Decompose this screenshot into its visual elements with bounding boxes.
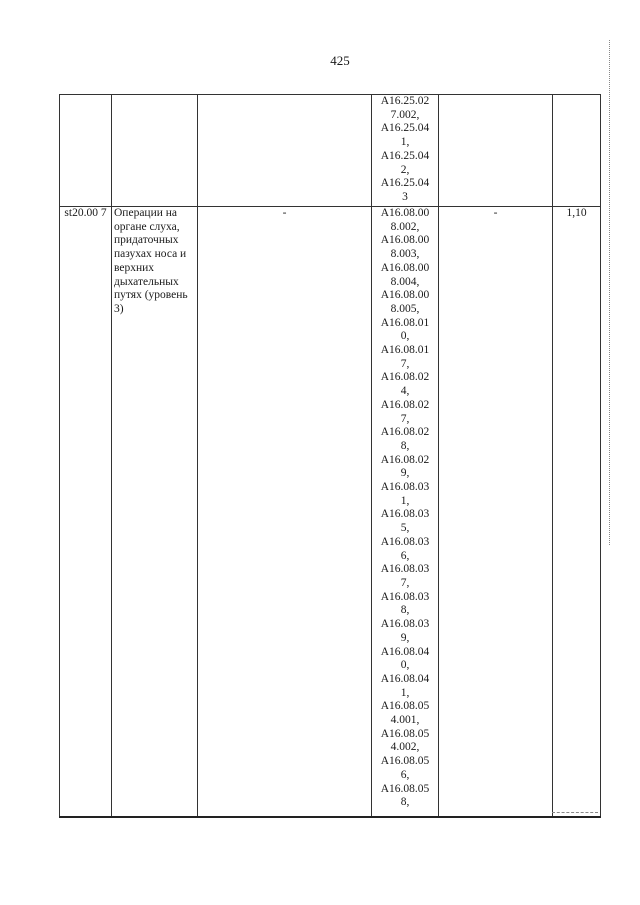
service-code-line: 0, [400,659,410,672]
service-code-line: A16.08.02 [380,426,430,439]
service-code-line: A16.08.02 [380,398,430,411]
service-code-line: A16.08.04 [380,645,430,658]
service-code-line: A16.08.03 [380,590,430,603]
cell-code: st20.00 7 [60,207,112,817]
cell-name [112,95,198,207]
service-code-line: A16.08.01 [380,316,430,329]
service-code-line: 8.002, [390,220,420,233]
service-code-line: 8.005, [390,302,420,315]
service-code-line: A16.08.00 [380,207,430,219]
service-code-line: 0, [400,330,410,343]
service-code-line: A16.08.04 [380,672,430,685]
service-code-line: 9, [400,631,410,644]
service-code-line: 8, [400,796,410,809]
cell-col3: - [198,207,372,817]
service-code-line: 7, [400,576,410,589]
service-code-line: A16.08.00 [380,234,430,247]
service-code-line: A16.25.04 [380,149,430,162]
service-code-line: A16.08.02 [380,453,430,466]
service-code-line: A16.25.04 [380,122,430,135]
cell-service-codes [372,207,439,817]
cell-coefficient: 1,10 [553,207,601,817]
service-code-line: A16.08.05 [380,727,430,740]
service-code-line: A16.08.03 [380,535,430,548]
service-code-line: A16.08.05 [380,755,430,768]
service-code-line: A16.08.02 [380,371,430,384]
service-codes-list [374,207,436,810]
service-code-line: 2, [400,163,410,176]
service-codes-list [374,95,436,205]
service-code-line: 3 [402,190,408,203]
service-code-line: A16.08.03 [380,563,430,576]
service-code-line: 4.001, [390,714,420,727]
service-code-line: 8, [400,604,410,617]
service-code-line: 6, [400,549,410,562]
service-code-line: A16.08.03 [380,618,430,631]
service-code-line: 1, [400,494,410,507]
cell-col3 [198,95,372,207]
service-code-line: A16.08.01 [380,344,430,357]
service-code-line: 4, [400,385,410,398]
cell-col5 [439,95,553,207]
service-code-line: 6, [400,768,410,781]
service-code-line: 1, [400,686,410,699]
service-code-line: 9, [400,467,410,480]
service-code-line: 8, [400,439,410,452]
cell-name: Операции на органе слуха, придаточных пазухах носа и верхних дыхательных путях (уровень 3) [112,207,198,817]
scan-edge-mark [609,40,610,545]
table-row [60,207,601,817]
service-code-line: 7, [400,412,410,425]
cell-code [60,95,112,207]
service-code-line: A16.08.03 [380,508,430,521]
cell-col5: - [439,207,553,817]
service-code-line: 7.002, [390,108,420,121]
service-code-line: A16.08.00 [380,289,430,302]
tariff-table [59,94,601,818]
service-code-line: A16.25.04 [380,177,430,190]
service-code-line: A16.08.05 [380,700,430,713]
cell-coefficient [553,95,601,207]
service-code-line: 7, [400,357,410,370]
service-code-line: A16.08.03 [380,481,430,494]
cell-service-codes [372,95,439,207]
service-code-line: A16.25.02 [380,95,430,107]
service-code-line: 1, [400,136,410,149]
service-code-line: A16.08.05 [380,782,430,795]
service-code-line: 4.002, [390,741,420,754]
service-code-line: A16.08.00 [380,261,430,274]
service-code-line: 8.003, [390,248,420,261]
service-code-line: 5, [400,522,410,535]
table-continuation-mark [552,812,598,813]
page-number: 425 [330,53,350,68]
service-code-line: 8.004, [390,275,420,288]
table-row [60,95,601,207]
